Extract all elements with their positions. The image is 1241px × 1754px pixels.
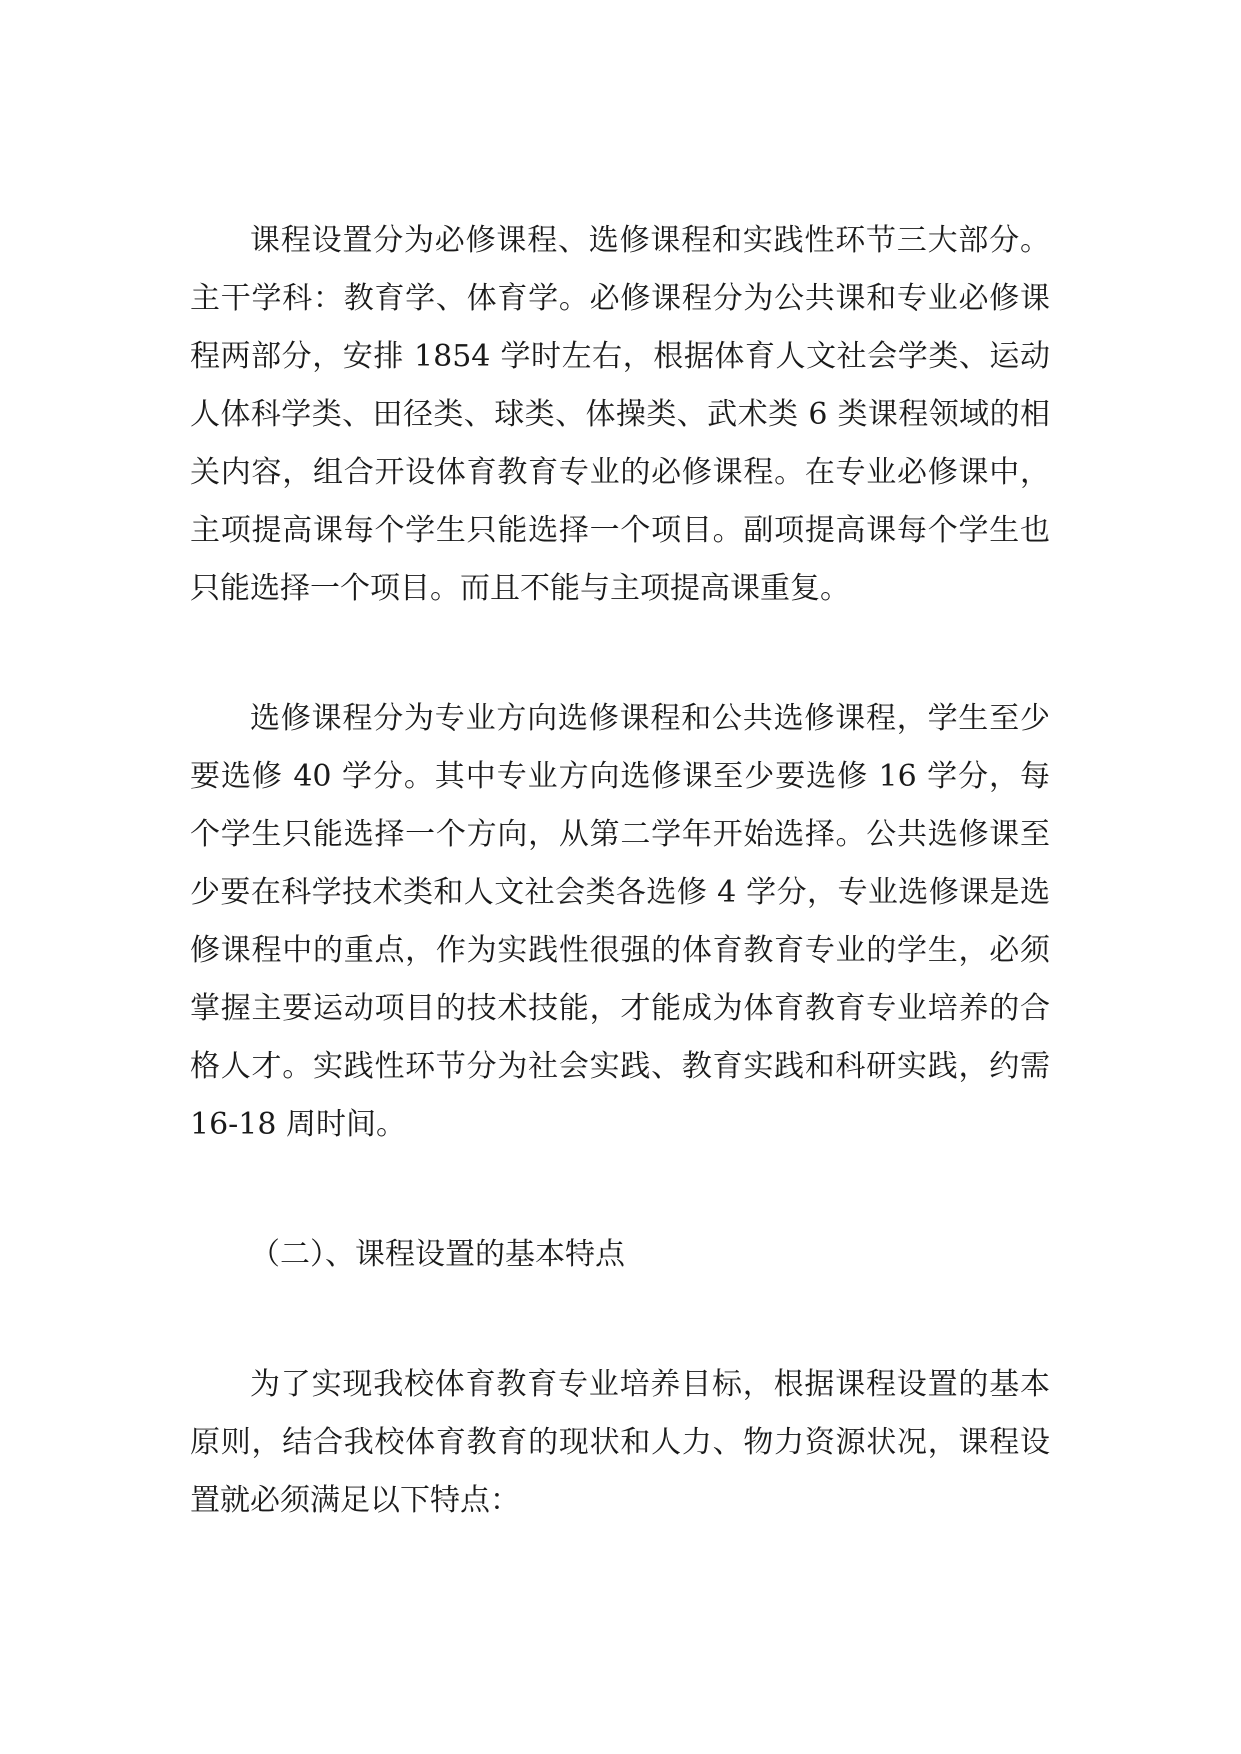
paragraph-features-intro: 为了实现我校体育教育专业培养目标，根据课程设置的基本原则，结合我校体育教育的现状和人力、物力资源状况，课程设置就必须满足以下特点： <box>190 1367 1050 1518</box>
document-body <box>190 212 1050 1530</box>
paragraph-gap <box>190 1284 1050 1356</box>
paragraph-electives: 选修课程分为专业方向选修课程和公共选修课程，学生至少要选修 40 学分。其中专业方向选修课至少要选修 16 学分，每个学生只能选择一个方向，从第二学年开始选择。公共选修课至少要在科学技术类和人文社会类各选修 4 学分，专业选修课是选修课程中的重点，作为实践性很强的体育教育专业的学生，必须掌握主要运动项目的技术技能，才能成为体育教育专业培养的合格人才。实践性环节分为社会实践、教育实践和科研实践，约需 16-18 周时间。 <box>190 701 1050 1142</box>
paragraph-gap <box>190 1154 1050 1226</box>
paragraph-course-structure: 课程设置分为必修课程、选修课程和实践性环节三大部分。主干学科：教育学、体育学。必修课程分为公共课和专业必修课程两部分，安排 1854 学时左右，根据体育人文社会学类、运动人体科学类、田径类、球类、体操类、武术类 6 类课程领域的相关内容，组合开设体育教育专业的必修课程。在专业必修课中，主项提高课每个学生只能选择一个项目。副项提高课每个学生也只能选择一个项目。而且不能与主项提高课重复。 <box>190 223 1050 606</box>
paragraph-gap <box>190 618 1050 690</box>
section-heading: （二）、课程设置的基本特点 <box>250 1237 625 1272</box>
